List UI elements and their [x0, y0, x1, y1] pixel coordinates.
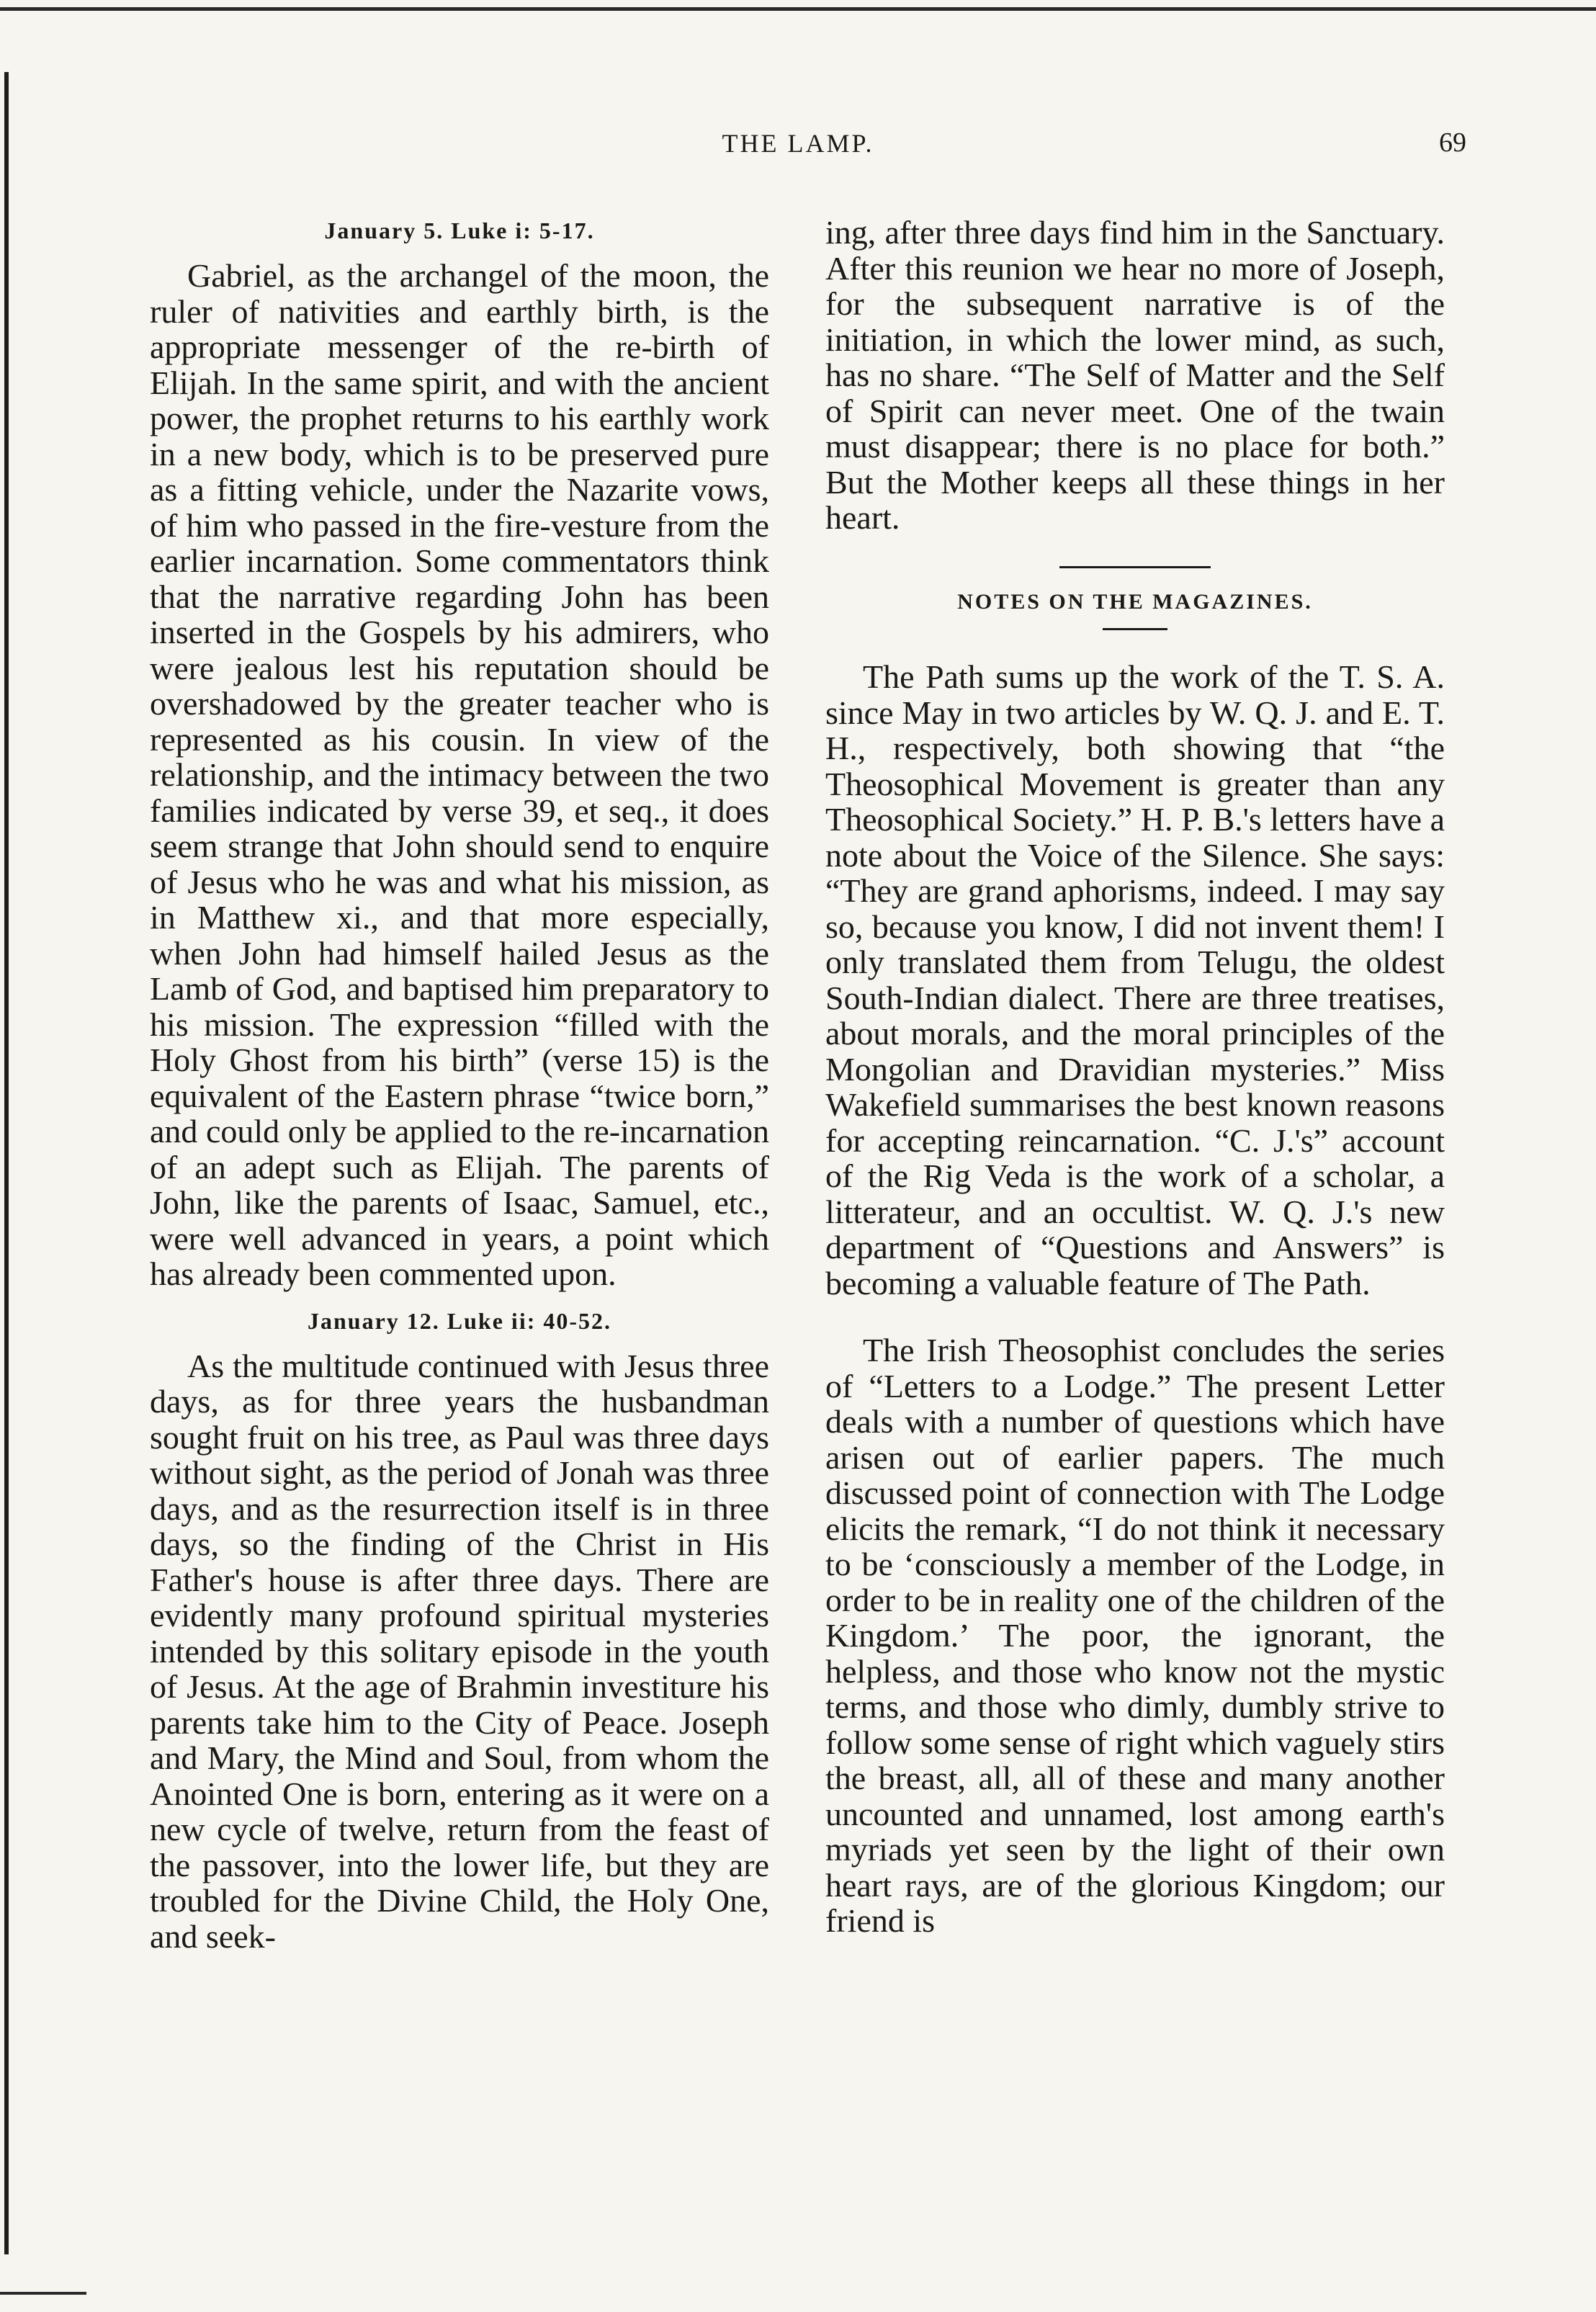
paragraph-gap — [825, 1301, 1445, 1332]
entry-text-january-12: As the multitude continued with Jesus three days, as for three years the husbandman sought fruit on his tree, as Paul was three days without sight, as the period of Jonah was three days, and as the resurrection itself is in three days, so the finding of the Christ in His Father's house is after three days. There are evidently many profound spiritual mysteries intended by this solitary episode in the youth of Jesus. At the age of Brahmin investiture his parents take him to the City of Peace. Joseph and Mary, the Mind and Soul, from whom the Anointed One is born, entering as it were on a new cycle of twelve, return from the feast of the passover, into the lower life, but they are troubled for the Divine Child, the Holy One, and seek- — [150, 1347, 769, 1955]
right-column — [825, 215, 1445, 1939]
entry-heading-january-5: January 5. Luke i: 5-17. — [324, 218, 595, 243]
page-number: 69 — [1439, 127, 1466, 158]
notes-paragraph-irish-theosophist: The Irish Theosophist concludes the series of “Letters to a Lodge.” The present Letter deals with a number of questions which have arisen out of earlier papers. The much discussed point of connection with The Lodge elicits the remark, “I do not think it necessary to be ‘consciously a member of the Lodge, in order to be in reality one of the children of the Kingdom.’ The poor, the ignorant, the helpless, and those who know not the mystic terms, and those who dimly, dumbly strive to follow some sense of right which vaguely stirs the breast, all, all of these and many another uncounted and unnamed, lost among earth's myriads yet seen by the light of their own heart rays, are of the glorious Kingdom; our friend is — [825, 1332, 1445, 1939]
bottom-page-rule — [0, 2292, 86, 2295]
page-edge-shadow — [4, 72, 9, 2254]
section-divider — [1059, 566, 1211, 568]
section-heading: NOTES ON THE MAGAZINES. — [957, 589, 1313, 614]
heading-underline — [1103, 628, 1167, 630]
notes-paragraph-the-path: The Path sums up the work of the T. S. A. since May in two articles by W. Q. J. and E. T. H., respectively, both showing that “the Theosophical Movement is greater than any Theosophical Society.” H. P. B.'s letters have a note about the Voice of the Silence. She says: “They are grand aphorisms, indeed. I may say so, because you know, I did not invent them! I only translated them from Telugu, the oldest South-Indian dialect. There are three treatises, about morals, and the moral principles of the Mongolian and Dravidian mysteries.” Miss Wakefield summarises the best known reasons for accepting reincarnation. “C. J.'s” account of the Rig Veda is the work of a scholar, a litterateur, and an occultist. W. Q. J.'s new department of “Questions and Answers” is becoming a valuable feature of The Path. — [825, 658, 1445, 1301]
entry-heading-january-12: January 12. Luke ii: 40-52. — [307, 1307, 612, 1334]
continued-text: ing, after three days find him in the Sanctuary. After this reunion we hear no more of Joseph, for the subsequent narrative is of the initiation, in which the lower mind, as such, has no share. “The Self of Matter and the Self of Spirit can never meet. One of the twain must disappear; there is no place for both.” But the Mother keeps all these things in her heart. — [825, 214, 1445, 536]
top-page-rule — [0, 7, 1596, 11]
left-column — [150, 215, 769, 1954]
entry-text-january-5: Gabriel, as the archangel of the moon, the ruler of nativities and earthly birth, is the appropriate messenger of the re-birth of Elijah. In the same spirit, and with the ancient power, the prophet returns to his earthly work in a new body, which is to be preserved pure as a fitting vehicle, under the Nazarite vows, of him who passed in the fire-vesture from the earlier incarnation. Some commentators think that the narrative regarding John has been inserted in the Gospels by his admirers, who were jealous lest his reputation should be overshadowed by the greater teacher who is represented as his cousin. In view of the relationship, and the intimacy between the two families indicated by verse 39, et seq., it does seem strange that John should send to enquire of Jesus who he was and what his mission, as in Matthew xi., and that more especially, when John had himself hailed Jesus as the Lamb of God, and baptised him preparatory to his mission. The expression “filled with the Holy Ghost from his birth” (verse 15) is the equivalent of the Eastern phrase “twice born,” and could only be applied to the re-incarnation of an adept such as Elijah. The parents of John, like the parents of Isaac, Samuel, etc., were well advanced in years, a point which has already been commented upon. — [150, 257, 769, 1292]
running-title: THE LAMP. — [722, 129, 874, 158]
